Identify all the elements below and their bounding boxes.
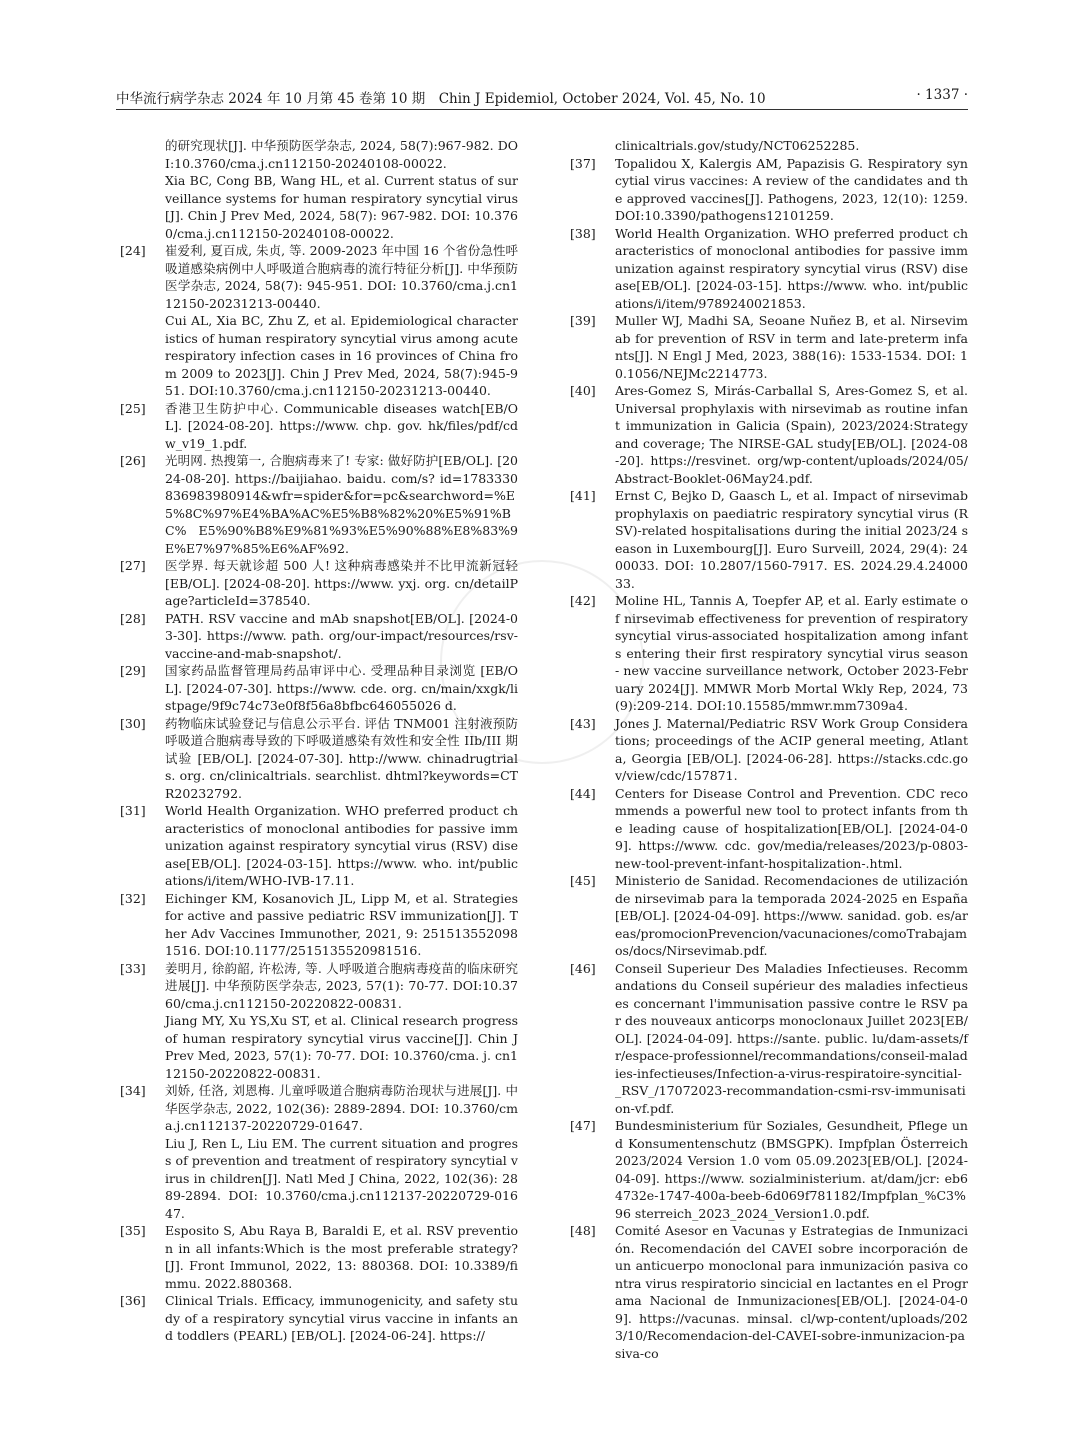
reference-number: [46] [570,960,596,976]
reference-number: [42] [570,593,596,608]
reference-number: [39] [570,313,596,328]
reference-number: [45] [570,873,596,888]
reference-entry [116,802,518,890]
reference-entry [566,872,968,960]
reference-text: Cui AL, Xia BC, Zhu Z, et al. Epidemiological characteristics of human respiratory syncytial virus among acute respiratory infection cases in 16 provinces of China from 2009 to 2023[J]. Chin J Prev Med, 2024, 58(7):945-951. DOI:10.3760/cma.j.cn112150-20231213-00440. [165,313,518,398]
reference-number: [41] [570,488,596,503]
reference-text: Liu J, Ren L, Liu EM. The current situation and progress of prevention and treatment of respiratory syncytial virus in children[J]. Natl Med J China, 2022, 102(36): 2889-2894. DOI: 10.3760/cma.j.cn112137-20220729-01647. [165,1135,518,1221]
page-number: · 1337 · [916,87,968,103]
reference-entry [116,1292,518,1345]
reference-number: [27] [120,558,146,573]
reference-text: 崔爱利, 夏百成, 朱贞, 等. 2009-2023 年中国 16 个省份急性呼吸道感染病例中人呼吸道合胞病毒的流行特征分析[J]. 中华预防医学杂志, 2024, 58(7): 945-951. DOI: 10.3760/cma.j.cn112150-20231213-00440. [165,243,518,311]
reference-entry [566,592,968,715]
reference-number: [33] [120,960,146,976]
reference-number: [40] [570,383,596,398]
reference-text: Moline HL, Tannis A, Toepfer AP, et al. Early estimate of nirsevimab effectiveness for prevention of respiratory syncytial virus-associated hospitalization among infants entering their first respiratory syncytial virus season - new vaccine surveillance network, October 2023-February 2024[J]. MMWR Morb Mortal Wkly Rep, 2024, 73(9):209-214. DOI:10.15585/mmwr.mm7309a4. [615,593,968,713]
reference-text: PATH. RSV vaccine and mAb snapshot[EB/OL]. [2024-03-30]. https://www. path. org/our-impact/resources/rsv-vaccine-and-mab-snapshot/. [165,610,518,661]
reference-column-right [566,137,968,1362]
reference-entry [116,715,518,803]
reference-text: World Health Organization. WHO preferred product characteristics of monoclonal antibodies for passive immunization against respiratory syncytial virus (RSV) disease[EB/OL]. [2024-03-15]. https://www. who. int/publications/i/item/WHO-IVB-17.11. [165,803,518,888]
reference-text: Topalidou X, Kalergis AM, Papazisis G. Respiratory syncytial virus vaccines: A review of the candidates and the approved vaccines[J]. Pathogens, 2023, 12(10): 1259. DOI:10.3390/pathogens12101259. [615,155,968,223]
reference-text: Ministerio de Sanidad. Recomendaciones de utilización de nirsevimab para la temporada 2024-2025 en España[EB/OL]. [2024-04-09]. https://www. sanidad. gob. es/areas/promocionPrevencion/vacunaciones/comoTrabajamos/docs/Nirsevimab.pdf. [615,873,968,958]
reference-number: [28] [120,610,146,626]
reference-number: [35] [120,1223,146,1238]
reference-entry [116,662,518,715]
reference-entry [566,312,968,382]
reference-text: Bundesministerium für Soziales, Gesundheit, Pflege und Konsumentenschutz (BMSGPK). Impfplan Österreich 2023/2024 Version 1.0 vom 05.09.2023[EB/OL]. [2024-04-09]. https://www. sozialministerium. at/dam/jcr: eb64732e-1747-400a-beeb-6d069f781182/Impfplan_%C3%96 sterreich_2023_2024_Version1.0.pdf. [615,1118,968,1221]
reference-entry [566,1117,968,1222]
reference-text: Esposito S, Abu Raya B, Baraldi E, et al. RSV prevention in all infants:Which is the most preferable strategy?[J]. Front Immunol, 2022, 13: 880368. DOI: 10.3389/fimmu. 2022.880368. [165,1223,518,1291]
reference-text: World Health Organization. WHO preferred product characteristics of monoclonal antibodies for passive immunization against respiratory syncytial virus (RSV) disease[EB/OL]. [2024-03-15]. https://www. who. int/publications/i/item/9789240021853. [615,225,968,311]
reference-number: [26] [120,453,146,468]
reference-entry [116,1082,518,1222]
reference-text: Muller WJ, Madhi SA, Seoane Nuñez B, et al. Nirsevimab for prevention of RSV in term and late-preterm infants[J]. N Engl J Med, 2023, 388(16): 1533-1534. DOI: 10.1056/NEJMc2214773. [615,313,968,381]
reference-number: [31] [120,803,146,818]
reference-text: Jiang MY, Xu YS,Xu ST, et al. Clinical research progress of human respiratory syncytial virus vaccine[J]. Chin J Prev Med, 2023, 57(1): 70-77. DOI: 10.3760/cma. j. cn112150-20220822-00831. [165,1013,518,1081]
reference-entry [116,960,518,1083]
reference-entry [566,155,968,225]
reference-entry [116,610,518,663]
reference-number: [48] [570,1223,596,1238]
reference-text: 香港卫生防护中心. Communicable diseases watch[EB/OL]. [2024-08-20]. https://www. chp. gov. hk/files/pdf/cdw_v19_1.pdf. [165,400,518,451]
reference-entry [116,452,518,557]
reference-text: 药物临床试验登记与信息公示平台. 评估 TNM001 注射液预防呼吸道合胞病毒导致的下呼吸道感染有效性和安全性 IIb/III 期试验 [EB/OL]. [2024-07-30]. http://www. chinadrugtrials. org. cn/clinicaltrials. searchlist. dhtml?keywords=CTR20232792. [165,715,518,801]
running-header [116,87,968,110]
reference-entry [566,715,968,785]
reference-entry [116,137,518,242]
reference-text: 医学界. 每天就诊超 500 人! 这种病毒感染并不比甲流新冠轻 [EB/OL]. [2024-08-20]. https://www. yxj. org. cn/detailPage?articleId=378540. [165,558,518,608]
reference-text: Jones J. Maternal/Pediatric RSV Work Group Considerations; proceedings of the ACIP general meeting, Atlanta, Georgia [EB/OL]. [2024-06-28]. https://stacks.cdc.gov/view/cdc/157871. [615,715,968,783]
reference-text: 姜明月, 徐韵韶, 许松涛, 等. 人呼吸道合胞病毒疫苗的临床研究进展[J]. 中华预防医学杂志, 2023, 57(1): 70-77. DOI:10.3760/cma.j.cn112150-20220822-00831. [165,960,518,1011]
reference-number: [25] [120,400,146,416]
reference-number: [32] [120,890,146,906]
reference-text: Ernst C, Bejko D, Gaasch L, et al. Impact of nirsevimab prophylaxis on paediatric respiratory syncytial virus (RSV)-related hospitalisations during the initial 2023/24 season in Luxembourg[J]. Euro Surveill, 2024, 29(4): 2400033. DOI: 10.2807/1560-7917. ES. 2024.29.4.2400033. [615,488,968,591]
reference-text: 刘娇, 任洛, 刘恩梅. 儿童呼吸道合胞病毒防治现状与进展[J]. 中华医学杂志, 2022, 102(36): 2889-2894. DOI: 10.3760/cma.j.cn112137-20220729-01647. [165,1083,518,1133]
reference-text: 光明网. 热搜第一, 合胞病毒来了! 专家: 做好防护[EB/OL]. [2024-08-20]. https://baijiahao. baidu. com/s? id=1783330836983980914&wfr=spider&for=pc&searchword=%E5%8C%97%E4%BA%AC%E5%B8%82%20%E5%91%BC% E5%90%B8%E9%81%93%E5%90%88%E8%83%9E%E7%97%85%E6%AF%92. [165,453,518,556]
reference-number: [38] [570,225,596,241]
reference-entry [116,1222,518,1292]
reference-number: [47] [570,1118,596,1133]
reference-entry [566,785,968,873]
reference-text: Centers for Disease Control and Prevention. CDC recommends a powerful new tool to protect infants from the leading cause of hospitalization[EB/OL]. [2024-04-09]. https://www. cdc. gov/media/releases/2023/p-0803-new-tool-prevent-infant-hospitalization-.html. [615,785,968,871]
reference-text: Ares-Gomez S, Mirás-Carballal S, Ares-Gomez S, et al. Universal prophylaxis with nirsevimab as routine infant immunization in Galicia (Spain), 2023/2024:Strategy and coverage; The NIRSE-GAL study[EB/OL]. [2024-08-20]. https://resvinet. org/wp-content/uploads/2024/05/Abstract-Booklet-06May24.pdf. [615,383,968,486]
reference-number: [36] [120,1293,146,1308]
reference-number: [30] [120,715,146,731]
reference-entry [116,890,518,960]
reference-entry [116,242,518,400]
reference-entry [566,225,968,313]
reference-number: [44] [570,785,596,801]
reference-entry [566,382,968,487]
reference-text: 国家药品监督管理局药品审评中心. 受理品种目录浏览 [EB/OL]. [2024-07-30]. https://www. cde. org. cn/main/xxgk/listpage/9f9c74c73e0f8f56a8bfbc646055026 d. [165,663,518,713]
reference-number: [43] [570,715,596,731]
reference-entry [566,960,968,1118]
journal-citation-header: 中华流行病学杂志 2024 年 10 月第 45 卷第 10 期 Chin J Epidemiol, October 2024, Vol. 45, No. 10 [116,91,766,107]
reference-entry [116,400,518,453]
reference-text: Conseil Superieur Des Maladies Infectieuses. Recommandations du Conseil supérieur des maladies infectieuses concernant l'immunisation passive contre le RSV par des nouveaux anticorps monoclonaux Juillet 2023[EB/OL]. [2024-04-09]. https://sante. public. lu/dam-assets/fr/espace-professionnel/recommandations/conseil-maladies-infectieuses/Infection-a-virus-respiratoire-syncitial- _RSV_/17072023-recommandation-csmi-rsv-immunisation-vf.pdf. [615,960,968,1116]
reference-text: Comité Asesor en Vacunas y Estrategias de Inmunización. Recomendación del CAVEI sobre incorporación de un anticuerpo monoclonal para inmunización pasiva contra virus respiratorio sincicial en lactantes en el Programa Nacional de Inmunizaciones[EB/OL]. [2024-04-09]. https://vacunas. minsal. cl/wp-content/uploads/2023/10/Recomendacion-del-CAVEI-sobre-inmunizacion-pasiva-co [615,1223,968,1361]
reference-column-left [116,137,518,1345]
reference-number: [29] [120,663,146,678]
reference-text: clinicaltrials.gov/study/NCT06252285. [615,138,860,153]
reference-number: [37] [570,155,596,171]
reference-text: 的研究现状[J]. 中华预防医学杂志, 2024, 58(7):967-982. DOI:10.3760/cma.j.cn112150-20240108-00022. [165,138,518,171]
reference-number: [34] [120,1083,146,1098]
reference-entry [566,487,968,592]
reference-entry [566,1222,968,1362]
reference-entry [566,137,968,155]
reference-entry [116,557,518,610]
reference-text: Xia BC, Cong BB, Wang HL, et al. Current status of surveillance systems for human respiratory syncytial virus[J]. Chin J Prev Med, 2024, 58(7): 967-982. DOI: 10.3760/cma.j.cn112150-20240108-00022. [165,173,518,241]
reference-number: [24] [120,243,146,258]
reference-text: Eichinger KM, Kosanovich JL, Lipp M, et al. Strategies for active and passive pediatric RSV immunization[J]. Ther Adv Vaccines Immunother, 2021, 9: 2515135520981516. DOI:10.1177/2515135520981516. [165,890,518,958]
reference-text: Clinical Trials. Efficacy, immunogenicity, and safety study of a respiratory syncytial virus vaccine in infants and toddlers (PEARL) [EB/OL]. [2024-06-24]. https:// [165,1293,518,1343]
